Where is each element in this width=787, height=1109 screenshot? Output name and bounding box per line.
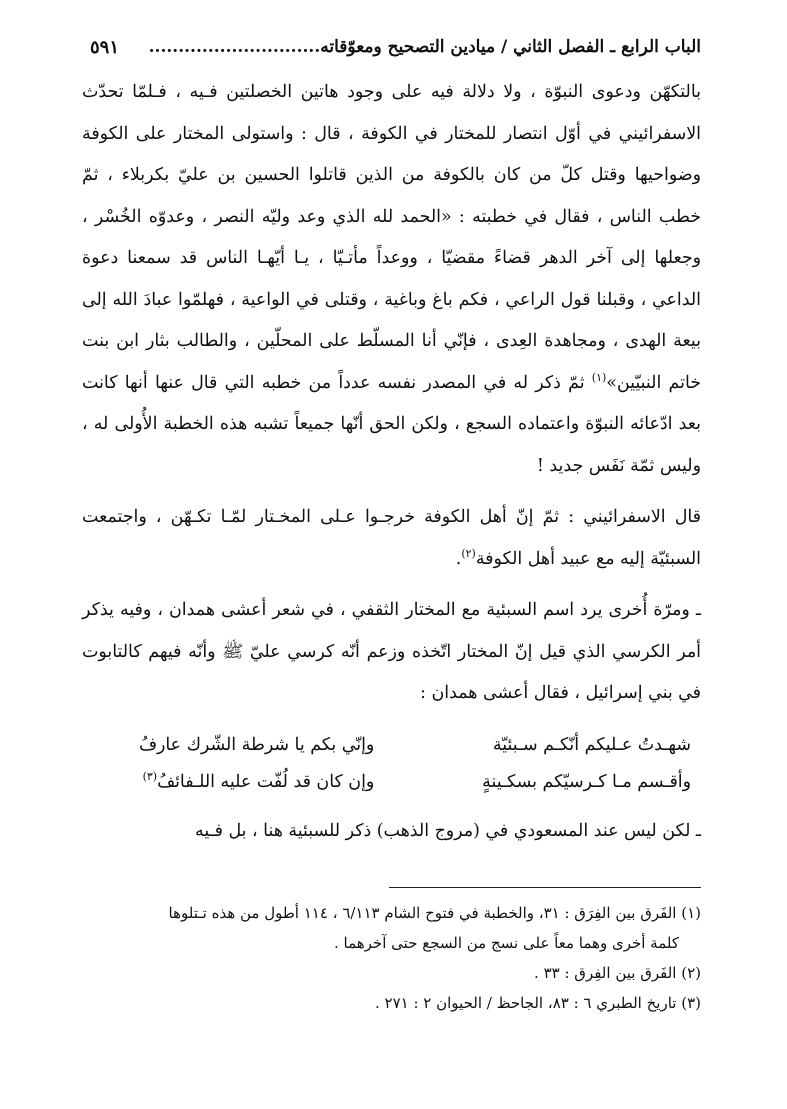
page-number: ٥٩١ <box>90 36 120 58</box>
footnote-ref-3: (٣) <box>142 769 158 783</box>
footnote-separator <box>389 887 701 888</box>
page-header <box>90 30 701 64</box>
paragraph-1-tail: ثمّ ذكر له في المصدر نفسه عدداً من خطبه التي قال عنها أنها كانت بعد ادّعائه النبوّة واعتماده السجع ، ولكن الحق أنّها جميعاً تشبه هذه الخطبة الأُولى له ، وليس ثمّة نَفَس جديد ! <box>82 372 701 476</box>
poem-second-hemistich <box>82 764 374 801</box>
paragraph-2-text: قال الاسفرائيني : ثمّ إنّ أهل الكوفة خرجـوا عـلى المخـتار لمّـا تكـهّن ، واجتمعت السبئيّة إليه مع عبيد أهل الكوفة <box>82 507 701 569</box>
paragraph-2 <box>82 497 701 580</box>
poem-first-hemistich: وأقـسم مـا كـرسيّكم بسكـينةٍ <box>482 771 691 792</box>
paragraph-3: ـ ومرّة أُخرى يرد اسم السبئية مع المختار الثقفي ، في شعر أعشى همدان ، وفيه يذكر أمر الكرسي الذي قيل إنّ المختار اتّخذه وزعم أنّه كرسي عليّ ﷺ وأنّه فيهم كالتابوت في بني إسرائيل ، فقال أعشى همدان : <box>82 600 701 703</box>
footnotes <box>82 898 701 1018</box>
footnote-3: (٣) تاريخ الطبري ٦ : ٨٣، الجاحظ / الحيوان ٢ : ٢٧١ . <box>374 994 701 1012</box>
footnote-1-continuation: كلمة أخرى وهما معاً على نسج من السجع حتى آخرهما . <box>333 934 679 952</box>
poem-verse <box>82 764 701 801</box>
footnote-ref-1: (١) <box>591 370 607 384</box>
footnote-2: (٢) الفَرق بين الفِرق : ٣٣ . <box>534 964 701 982</box>
poem-second-hemistich <box>82 727 374 764</box>
main-text <box>82 72 701 852</box>
poem-second-text: وإن كان قد لُفّت عليه اللـفائفُ <box>157 771 375 792</box>
paragraph-1-text: بالتكهّن ودعوى النبوّة ، ولا دلالة فيه على وجود هاتين الخصلتين فـيه ، فـلمّا تحدّث الاسفرائيني في أوّل انتصار للمختار في الكوفة ، قال : واستولى المختار على الكوفة وضواحيها وقتل كلّ من كان بالكوفة من الذين قاتلوا الحسين بن عليّ بكربلاء ، ثمّ خطب الناس ، فقال في خطبته : «الحمد لله الذي وعد وليّه النصر ، وعدوّه الخُسْر ، وجعلها إلى آخر الدهر قضاءً مقضيّا ، ووعداً مأتـيّا ، يـا أيّهـا الناس قد سمعنا دعوة الداعي ، وقبلنا قول الراعي ، فكم باغ وباغية ، وقتلى في الواعية ، فهلمّوا عبادَ الله إلى بيعة الهدى ، ومجاهدة العِدى ، فإنّي أنا المسلّط على المحلّين ، والطالب بثار ابن بنت خاتم النبيّين» <box>82 82 701 393</box>
running-title: الباب الرابع ـ الفصل الثاني / ميادين التصحيح ومعوّقاته............................. <box>148 37 701 57</box>
poem <box>82 727 701 801</box>
poem-first-hemistich: شهـدتُ عـليكم أنّكـم سـبئيّة <box>492 734 691 755</box>
poem-second-text: وإنّي بكم يا شرطة الشّرك عارفُ <box>138 734 375 755</box>
footnote-1: (١) الفَرق بين الفِرَق : ٣١، والخطبة في فتوح الشام ٦/١١٣ ، ١١٤ أطول من هذه تـتلوها <box>168 904 701 922</box>
paragraph-1 <box>82 72 701 487</box>
paragraph-2-end: . <box>455 548 462 569</box>
paragraph-4: ـ لكن ليس عند المسعودي في (مروج الذهب) ذكر للسبئية هنا ، بل فـيه <box>195 820 701 841</box>
poem-verse <box>82 727 701 764</box>
footnote-ref-2: (٢) <box>461 546 476 560</box>
